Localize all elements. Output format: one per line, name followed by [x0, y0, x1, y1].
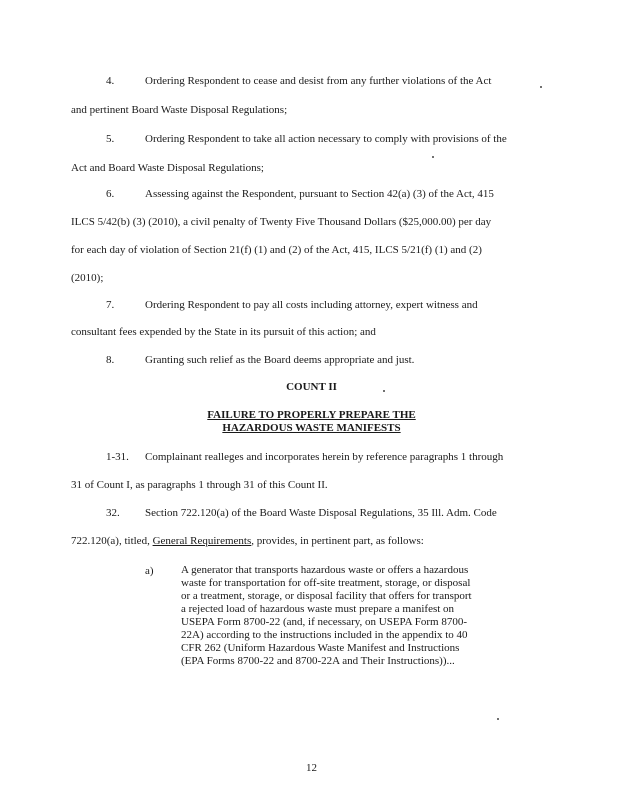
item-text-line: (2010);: [71, 272, 104, 284]
quote-line: USEPA Form 8700-22 (and, if necessary, on USEPA Form 8700-: [181, 616, 468, 628]
quote-line: 22A) according to the instructions included in the appendix to 40: [181, 629, 468, 641]
paragraph-text-line: Complainant realleges and incorporates herein by reference paragraphs 1 through: [145, 451, 504, 463]
item-text-line: Ordering Respondent to take all action necessary to comply with provisions of the: [145, 133, 507, 145]
quote-line: A generator that transports hazardous waste or offers a hazardous: [181, 564, 469, 576]
paragraph-text-line: Section 722.120(a) of the Board Waste Disposal Regulations, 35 Ill. Adm. Code: [145, 507, 497, 519]
item-text-line: ILCS 5/42(b) (3) (2010), a civil penalty of Twenty Five Thousand Dollars ($25,000.00) per day: [71, 216, 492, 228]
count-subtitle-line2: HAZARDOUS WASTE MANIFESTS: [222, 422, 401, 434]
item-text-line: Ordering Respondent to cease and desist from any further violations of the Act: [145, 75, 492, 87]
quote-line: waste for transportation for off-site treatment, storage, or disposal: [181, 577, 471, 589]
scan-speck: [383, 390, 385, 392]
paragraph-text-line: [71, 534, 424, 548]
item-number: 6.: [106, 188, 115, 200]
scan-speck: [432, 156, 434, 158]
item-number: 7.: [106, 299, 115, 311]
text-segment: 722.120(a), titled,: [71, 535, 153, 547]
quote-line: or a treatment, storage, or disposal facility that offers for transport: [181, 590, 472, 602]
item-number: 5.: [106, 133, 115, 145]
quote-line: (EPA Forms 8700-22 and 8700-22A and Their Instructions))...: [181, 655, 455, 667]
item-text-line: Ordering Respondent to pay all costs including attorney, expert witness and: [145, 299, 478, 311]
item-text-line: for each day of violation of Section 21(f) (1) and (2) of the Act, 415, ILCS 5/21(f) (1) and (2): [71, 244, 482, 256]
paragraph-text-line: 31 of Count I, as paragraphs 1 through 31 of this Count II.: [71, 479, 328, 491]
text-segment: , provides, in pertinent part, as follows:: [251, 535, 424, 547]
item-text-line: Granting such relief as the Board deems appropriate and just.: [145, 354, 415, 366]
item-text-line: Assessing against the Respondent, pursuant to Section 42(a) (3) of the Act, 415: [145, 188, 494, 200]
item-text-line: and pertinent Board Waste Disposal Regulations;: [71, 104, 288, 116]
paragraph-number: 1-31.: [106, 451, 129, 463]
quote-line: CFR 262 (Uniform Hazardous Waste Manifest and Instructions: [181, 642, 460, 654]
scan-speck: [540, 86, 542, 88]
quote-label: a): [145, 565, 154, 577]
item-text-line: consultant fees expended by the State in its pursuit of this action; and: [71, 326, 376, 338]
item-number: 4.: [106, 75, 115, 87]
item-text-line: Act and Board Waste Disposal Regulations;: [71, 162, 264, 174]
count-title: COUNT II: [286, 381, 337, 393]
paragraph-number: 32.: [106, 507, 120, 519]
count-subtitle-line1: FAILURE TO PROPERLY PREPARE THE: [207, 409, 416, 421]
item-number: 8.: [106, 354, 115, 366]
quote-line: a rejected load of hazardous waste must prepare a manifest on: [181, 603, 455, 615]
page-number: 12: [306, 762, 317, 774]
scan-speck: [497, 718, 499, 720]
underlined-title: General Requirements: [152, 535, 252, 547]
